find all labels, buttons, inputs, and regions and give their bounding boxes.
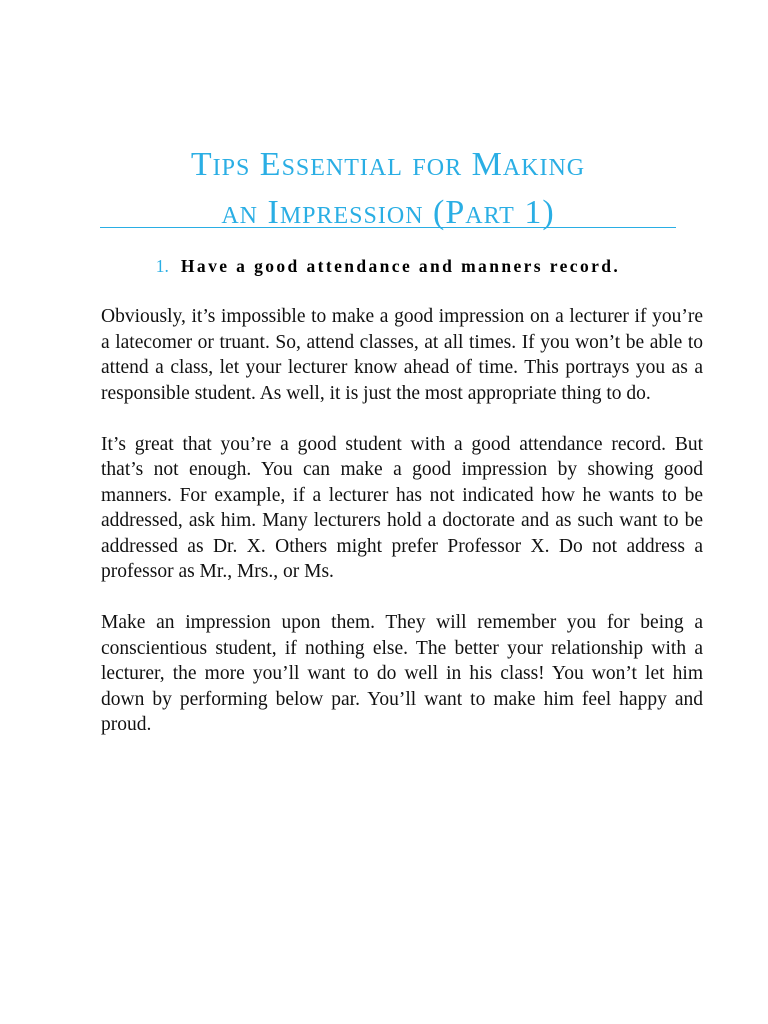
section-number: 1. <box>155 256 169 276</box>
paragraph-1: Obviously, it’s impossible to make a good impression on a lecturer if you’re a latecomer or truant. So, attend classes, at all times. If you won’t be able to attend a class, let your lecturer know ahead of time. This portrays you as a responsible student. As well, it is just the most appropriate thing to do. <box>101 306 703 404</box>
page-title <box>100 141 676 237</box>
paragraph-3: Make an impression upon them. They will remember you for being a conscientious student, if nothing else. The better your relationship with a lecturer, the more you’ll want to do well in his class! You won’t let him down by performing below par. You’ll want to make him feel happy and proud. <box>101 612 703 735</box>
section-heading-text: Have a good attendance and manners record. <box>180 256 621 276</box>
title-line-2: an Impression (Part 1) <box>221 194 555 231</box>
title-line-1: Tips Essential for Making <box>190 146 586 183</box>
paragraph-2: It’s great that you’re a good student with a good attendance record. But that’s not enough. You can make a good impression by showing good manners. For example, if a lecturer has not indicated how he wants to be addressed, ask him. Many lecturers hold a doctorate and as such want to be addressed as Dr. X. Others might prefer Professor X. Do not address a professor as Mr., Mrs., or Ms. <box>101 433 703 582</box>
body-text <box>101 304 703 763</box>
section-heading <box>100 253 676 279</box>
title-divider <box>100 227 676 228</box>
